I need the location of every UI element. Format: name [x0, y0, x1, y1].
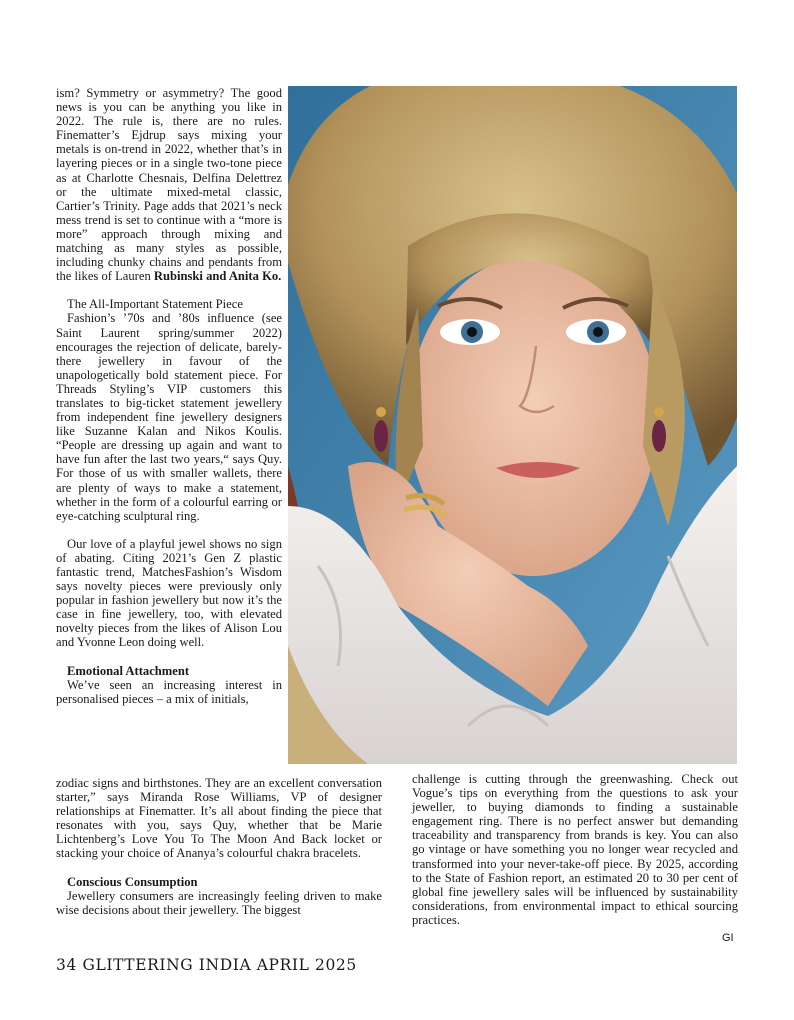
paragraph-text: ism? Symmetry or asymmetry? The good news is you can be anything you like in 2022. The rule is, there are no rules. Finematter’s Ejdrup says mixing your metals is on-trend in 2022, whether that’s in layering pieces or in a single two-tone piece as at Charlotte Chesnais, Delfina Delettrez or the ultimate mixed-metal classic, Cartier’s Trinity. Page adds that 2021’s neck mess trend is set to continue with a “more is more” approach through mixing and matching as many styles as possible, including chunky chains and pendants from the likes of Lauren: [56, 86, 282, 284]
bold-names: Rubinski and Anita Ko.: [153, 269, 282, 284]
body-paragraph: [56, 86, 282, 283]
author-signature: GI: [722, 932, 734, 944]
section-heading-emotional: Emotional Attachment: [67, 663, 190, 678]
portrait-illustration: [288, 86, 737, 764]
page-number: 34: [56, 956, 77, 974]
body-paragraph: Fashion’s ’70s and ’80s influence (see Saint Laurent spring/summer 2022) encourages the rejection of delicate, barely-there jewellery in favour of the unapologetically bold statement piece. For Threads Styling’s VIP customers this translates to big-ticket statement jewellery from independent fine jewellery designers like Suzanne Kalan and Nikos Koulis. “People are dressing up again and want to have fun after the last two years,“ says Quy. For those of us with smaller wallets, there are plenty of ways to make a statement, whether in the form of a colourful earring or eye-catching sculptural ring.: [56, 311, 282, 523]
body-paragraph: zodiac signs and birthstones. They are an excellent conversation starter,” says Miranda Rose Williams, VP of designer relationships at Finematter. It’s all about finding the piece that resonates with you, says Quy, whether that be Marie Lichtenberg’s Love You To The Moon And Back locket or stacking your choice of Ananya’s colourful chakra bracelets.: [56, 776, 382, 861]
section-heading-statement: The All-Important Statement Piece: [67, 297, 243, 312]
body-paragraph: challenge is cutting through the greenwashing. Check out Vogue’s tips on everything from the questions to ask your jeweller, to buying diamonds to finding a sustainable engagement ring. There is no perfect answer but demanding traceability and transparency from brands is key. You can also go vintage or have something you no longer wear recycled and transformed into your never-take-off piece. By 2025, according to the State of Fashion report, an estimated 20 to 30 per cent of global fine jewellery sales will be influenced by sustainability considerations, from environmental impact to ethical sourcing practices.: [412, 772, 738, 927]
bottom-right-column: [412, 772, 738, 927]
section-heading-conscious: Conscious Consumption: [67, 874, 198, 889]
publication-name: GLITTERING INDIA APRIL 2025: [82, 956, 357, 974]
body-paragraph: Our love of a playful jewel shows no sign of abating. Citing 2021’s Gen Z plastic fantastic trend, MatchesFashion’s Wisdom says novelty pieces were previously only popular in fashion jewellery but now it’s the case in fine jewellery, too, with elevated novelty pieces from the likes of Alison Lou and Yvonne Leon doing well.: [56, 536, 282, 650]
left-column: [56, 86, 282, 706]
body-paragraph: We’ve seen an increasing interest in personalised pieces – a mix of initials,: [56, 677, 282, 706]
portrait-photo: [288, 86, 737, 764]
body-paragraph: Jewellery consumers are increasingly feeling driven to make wise decisions about their jewellery. The biggest: [56, 888, 382, 917]
page-footer: [56, 956, 357, 974]
bottom-left-column: [56, 776, 382, 917]
